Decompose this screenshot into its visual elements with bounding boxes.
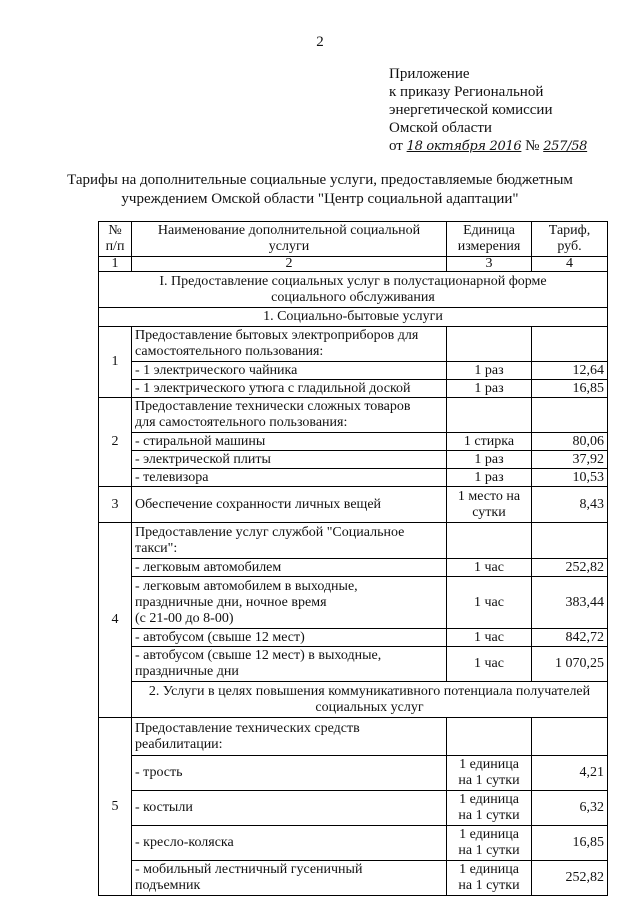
row-number: 1 [99,327,132,398]
tariff-cell: 4,21 [532,756,608,791]
tariff-cell: 80,06 [532,433,608,451]
empty-cell [447,718,532,756]
table-row [99,523,608,559]
appendix-date-line [389,137,587,156]
tariff-cell: 6,32 [532,791,608,826]
service-name: - 1 электрического чайника [132,362,447,380]
table-row [99,647,608,682]
tariff-cell: 842,72 [532,629,608,647]
from-label: от [389,138,403,154]
service-name: Обеспечение сохранности личных вещей [132,487,447,523]
table-row [99,718,608,756]
table-row [99,559,608,577]
service-name: - 1 электрического утюга с гладильной доской [132,380,447,398]
tariff-cell: 252,82 [532,861,608,896]
column-number-row [99,257,608,272]
table-row [99,362,608,380]
tariff-cell: 16,85 [532,826,608,861]
empty-cell [532,398,608,433]
service-name: - автобусом (свыше 12 мест) в выходные, праздничные дни [132,647,447,682]
unit-cell: 1 раз [447,380,532,398]
unit-cell: 1 раз [447,451,532,469]
service-name: - костыли [132,791,447,826]
table-row [99,380,608,398]
tariff-cell: 252,82 [532,559,608,577]
service-name: - электрической плиты [132,451,447,469]
col-number: 4 [532,257,608,272]
appendix-line: Омской области [389,120,492,136]
unit-cell: 1 единица на 1 сутки [447,791,532,826]
unit-cell: 1 единица на 1 сутки [447,826,532,861]
group-heading: Предоставление технически сложных товаров для самостоятельного пользования: [132,398,447,433]
empty-cell [532,327,608,362]
unit-cell: 1 час [447,577,532,629]
service-name: - телевизора [132,469,447,487]
section-1-title: I. Предоставление социальных услуг в полустационарной форме социального обслуживания [99,272,608,308]
tariff-table [98,221,608,896]
service-name: - кресло-коляска [132,826,447,861]
handwritten-number: 257/58 [543,139,588,154]
header-unit: Единица измерения [447,222,532,257]
appendix-line: к приказу Региональной [389,84,544,100]
number-sign: № [525,138,540,154]
service-name: - легковым автомобилем [132,559,447,577]
table-row [99,327,608,362]
row-number: 5 [99,718,132,896]
group-heading: Предоставление услуг службой "Социальное такси": [132,523,447,559]
subsection-1-title: 1. Социально-бытовые услуги [99,308,608,327]
title-line: учреждением Омской области "Центр социальной адаптации" [121,191,519,207]
unit-cell: 1 место на сутки [447,487,532,523]
col-number: 2 [132,257,447,272]
page-number: 2 [316,34,324,50]
header-tariff: Тариф, руб. [532,222,608,257]
unit-cell: 1 раз [447,362,532,380]
table-row [99,487,608,523]
table-row [99,791,608,826]
appendix-line: энергетической комиссии [389,102,553,118]
service-name: - стиральной машины [132,433,447,451]
document-title [20,171,620,209]
tariff-cell: 1 070,25 [532,647,608,682]
row-number: 4 [99,523,132,718]
section-2-title: 2. Услуги в целях повышения коммуникативного потенциала получателей социальных услуг [132,682,608,718]
service-name: - мобильный лестничный гусеничный подъемник [132,861,447,896]
section-row [99,272,608,308]
col-number: 1 [99,257,132,272]
group-heading: Предоставление бытовых электроприборов для самостоятельного пользования: [132,327,447,362]
table-row [99,451,608,469]
table-row [99,398,608,433]
row-number: 2 [99,398,132,487]
appendix-block [389,65,587,156]
header-num: № п/п [99,222,132,257]
table-row [99,826,608,861]
col-number: 3 [447,257,532,272]
empty-cell [447,398,532,433]
unit-cell: 1 час [447,559,532,577]
empty-cell [447,327,532,362]
service-name: - трость [132,756,447,791]
tariff-cell: 8,43 [532,487,608,523]
unit-cell: 1 час [447,629,532,647]
unit-cell: 1 час [447,647,532,682]
title-line: Тарифы на дополнительные социальные услуги, предоставляемые бюджетным [67,172,573,188]
unit-cell: 1 раз [447,469,532,487]
appendix-line: Приложение [389,66,470,82]
empty-cell [447,523,532,559]
tariff-cell: 37,92 [532,451,608,469]
table-row [99,861,608,896]
table-row [99,756,608,791]
unit-cell: 1 единица на 1 сутки [447,756,532,791]
tariff-cell: 383,44 [532,577,608,629]
table-header-row [99,222,608,257]
unit-cell: 1 стирка [447,433,532,451]
tariff-cell: 12,64 [532,362,608,380]
tariff-cell: 10,53 [532,469,608,487]
row-number: 3 [99,487,132,523]
unit-cell: 1 единица на 1 сутки [447,861,532,896]
table-row [99,433,608,451]
header-name: Наименование дополнительной социальной услуги [132,222,447,257]
table-row [99,469,608,487]
service-name: - легковым автомобилем в выходные, праздничные дни, ночное время (с 21-00 до 8-00) [132,577,447,629]
table-row [99,629,608,647]
empty-cell [532,718,608,756]
subsection-row [99,308,608,327]
group-heading: Предоставление технических средств реабилитации: [132,718,447,756]
handwritten-date: 18 октября 2016 [406,139,522,154]
empty-cell [532,523,608,559]
tariff-cell: 16,85 [532,380,608,398]
table-row [99,577,608,629]
service-name: - автобусом (свыше 12 мест) [132,629,447,647]
section-row [99,682,608,718]
